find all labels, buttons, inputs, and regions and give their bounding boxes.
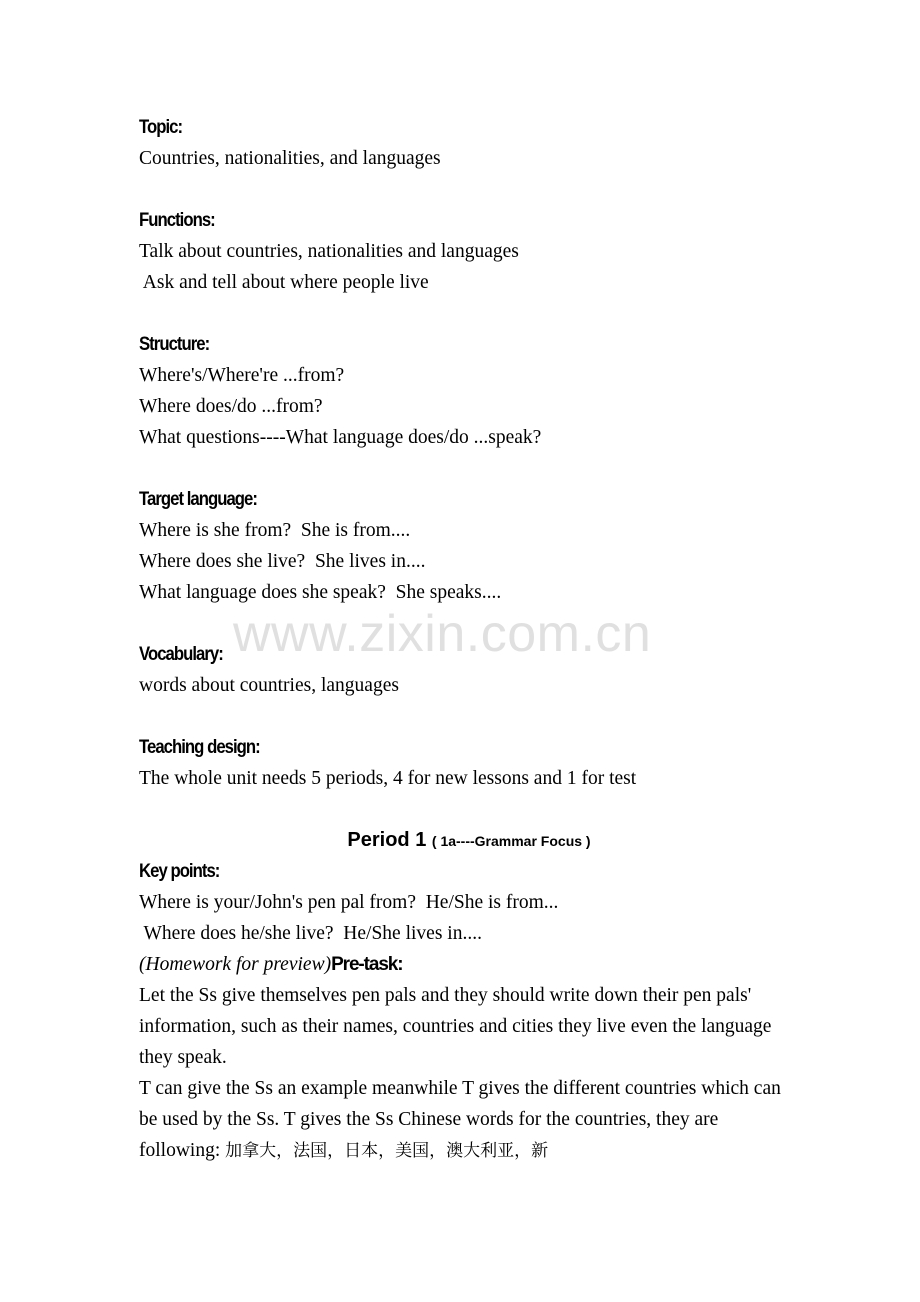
structure-line-2: Where does/do ...from? [139,396,323,417]
homework-note: (Homework for preview) [139,954,332,975]
pre-task-paragraph-1: Let the Ss give themselves pen pals and they should write down their pen pals' information, such as their names, countries and cities they live even the language they speak. [139,985,772,1068]
pre-task-paragraph-2-text: T can give the Ss an example meanwhile T gives the different countries which can be used by the Ss. T gives the Ss Chinese words for the countries, they are following: [139,1078,781,1161]
teaching-design-heading: Teaching design: [139,737,260,758]
pre-task-header-line [139,949,799,980]
functions-line-1: Talk about countries, nationalities and languages [139,241,519,262]
period-subtitle: ( 1a----Grammar Focus ) [431,833,591,849]
watermark: www.zixin.com.cn [233,605,652,663]
key-points-line-1: Where is your/John's pen pal from? He/She is from... [139,892,559,913]
document-page [139,112,799,1167]
pre-task-paragraph-2 [139,1073,784,1167]
structure-heading: Structure: [139,334,210,355]
pre-task-heading: Pre-task: [331,954,403,975]
period-title-text: Period 1 [347,829,427,851]
key-points-line-2: Where does he/she live? He/She lives in.... [139,923,482,944]
vocabulary-heading: Vocabulary: [139,644,223,665]
functions-line-2: Ask and tell about where people live [139,272,429,293]
structure-line-1: Where's/Where're ...from? [139,365,345,386]
target-language-line-3: What language does she speak? She speaks.... [139,582,502,603]
target-language-heading: Target language: [139,489,257,510]
topic-line-1: Countries, nationalities, and languages [139,148,441,169]
teaching-design-line-1: The whole unit needs 5 periods, 4 for new lessons and 1 for test [139,768,637,789]
key-points-heading: Key points: [139,861,220,882]
topic-heading: Topic: [139,117,183,138]
structure-line-3: What questions----What language does/do ...speak? [139,427,542,448]
target-language-line-1: Where is she from? She is from.... [139,520,411,541]
functions-heading: Functions: [139,210,215,231]
period-title [139,825,799,856]
vocabulary-line-1: words about countries, languages [139,675,399,696]
target-language-line-2: Where does she live? She lives in.... [139,551,426,572]
pre-task-country-words: 加拿大，法国，日本，美国，澳大利亚，新 [225,1141,549,1161]
